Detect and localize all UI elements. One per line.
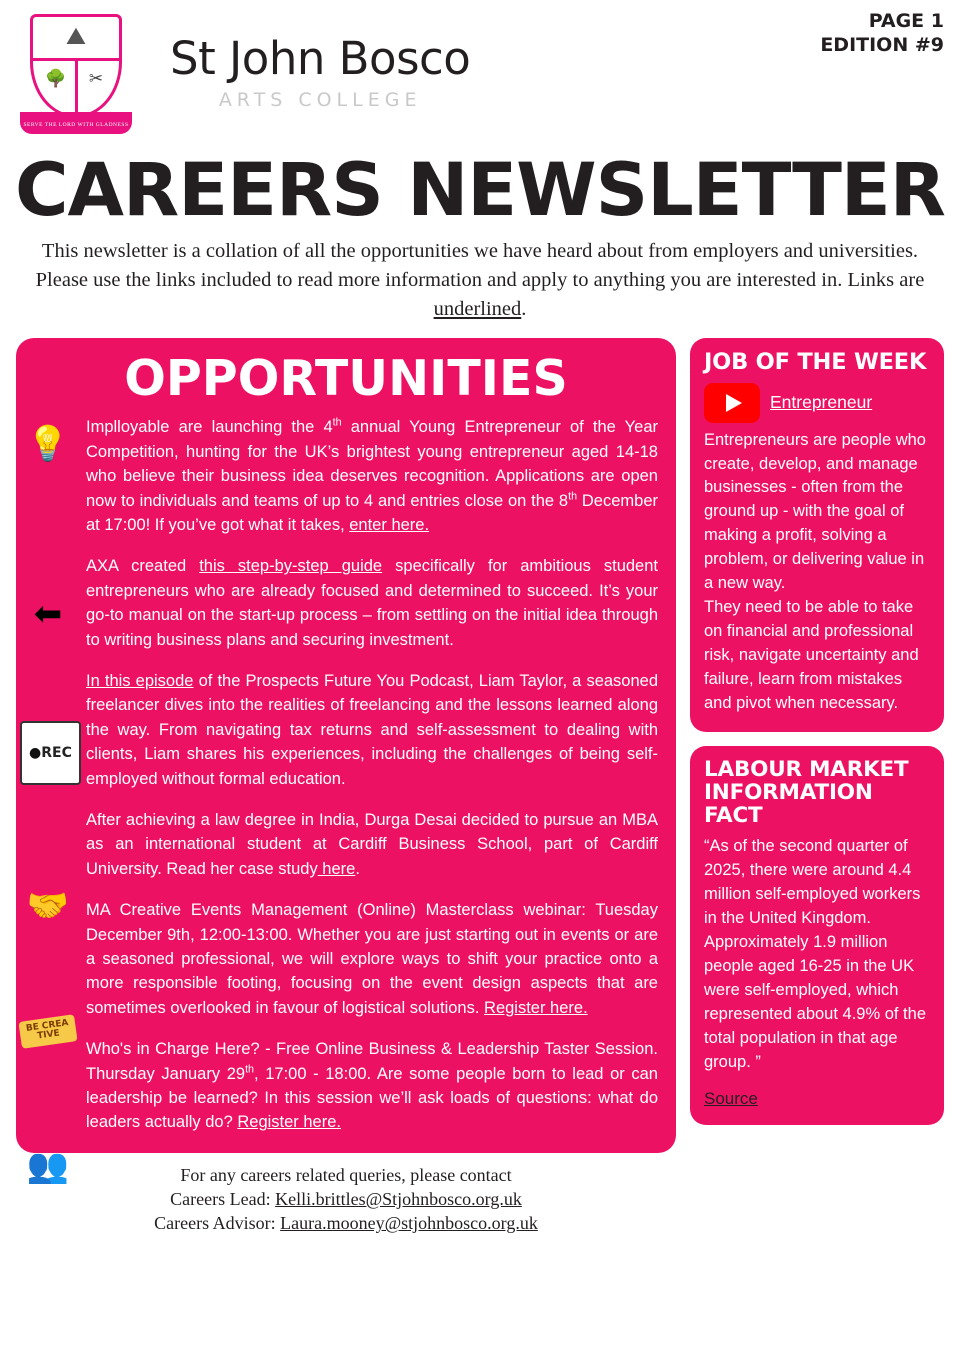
lmi-heading-line1: LABOUR MARKET — [704, 756, 909, 782]
job-description-1: Entrepreneurs are people who create, develop, and manage businesses - often from the ground up - with the goal of making a profit, solving a problem, or delivering value in a new way. — [704, 430, 926, 593]
school-name-block — [170, 8, 470, 111]
art-supplies-icon — [20, 998, 76, 1054]
rec-label: REC — [41, 745, 72, 762]
labour-market-info-card — [690, 746, 944, 1125]
job-link-row — [704, 383, 930, 423]
people-icon: 👥 — [26, 1147, 70, 1186]
opportunity-text: Who's in Charge Here? - Free Online Business & Leadership Taster Session. Thursday January 29 — [86, 1040, 658, 1083]
school-name: St John Bosco — [170, 32, 471, 85]
careers-lead-label: Careers Lead: — [170, 1189, 276, 1210]
enter-here-link[interactable]: enter here. — [349, 515, 430, 534]
crest-motto: SERVE THE LORD WITH GLADNESS — [20, 112, 132, 134]
opportunities-body — [30, 415, 662, 1135]
opportunities-heading: OPPORTUNITIES — [124, 350, 568, 408]
opportunity-text: annual Young Entrepreneur of the Year Competition, hunting for the UK’s brightest young entrepreneur aged 14-18 who believe their business idea deserves recognition. Applications are open now to individuals and teams of up to 4 and entries close on the 8 — [86, 418, 658, 510]
right-column — [690, 338, 944, 1138]
entrepreneur-link[interactable]: Entrepreneur — [770, 392, 873, 413]
opportunity-text: December at 17:00! If you’ve got what it takes, — [86, 491, 658, 534]
intro-paragraph — [0, 237, 960, 324]
intro-text: This newsletter is a collation of all the opportunities we have heard about from employers and universities. Please use the links included to read more information and apply to anything you are interested in. Links are — [35, 240, 925, 292]
opportunity-text: MA Creative Events Management (Online) Masterclass webinar: Tuesday December 9th, 12:00-13:00. Whether you are just starting out in events or are a seasoned professional, we will explore ways to shift your practice onto a more responsible footing, focusing on the event design aspects that are sometimes overlooked in favour of logistical solutions. — [86, 901, 658, 1017]
opportunity-item — [86, 1037, 658, 1135]
ordinal-suffix: th — [332, 416, 342, 429]
opportunity-text: AXA created — [86, 557, 200, 576]
opportunity-item — [86, 669, 658, 791]
opportunity-item — [86, 898, 658, 1020]
case-study-link[interactable]: here — [317, 859, 356, 878]
ordinal-suffix: th — [245, 1063, 255, 1076]
podcast-episode-link[interactable]: In this episode — [86, 671, 194, 690]
school-crest-icon: ⛰ 🌳 ✂ SERVE THE LORD WITH GLADNESS — [16, 8, 136, 136]
opportunity-text: of the Prospects Future You Podcast, Liam Taylor, a seasoned freelancer dives into the realities of freelancing and the lessons learned along the way. From navigating tax returns and self-assessment to dealing with clients, Liam shares his experiences, including the challenges of being self-employed without formal education. — [86, 671, 658, 788]
page-title: CAREERS NEWSLETTER — [14, 148, 945, 233]
register-here-taster-link[interactable]: Register here. — [237, 1113, 341, 1132]
opportunity-text: , 17:00 - 18:00. Are some people born to lead or can leadership be learned? In this session we’ll ask loads of questions: what do leaders actually do? — [86, 1064, 658, 1132]
contact-line — [16, 1211, 676, 1235]
job-description-2: They need to be able to take on financial and professional risk, navigate uncertainty and failure, learn from mistakes and pivot when necessary. — [704, 598, 919, 712]
opportunity-text: After achieving a law degree in India, Durga Desai decided to pursue an MBA as an international student at Cardiff Business School, part of Cardiff University. Read her case study — [86, 811, 658, 878]
job-of-the-week-card — [690, 338, 944, 731]
contact-line — [16, 1187, 676, 1211]
careers-lead-email-link[interactable]: Kelli.brittles@Stjohnbosco.org.uk — [275, 1189, 522, 1210]
intro-underlined-word: underlined — [433, 298, 522, 321]
rec-icon: ●REC — [20, 718, 76, 774]
school-subtitle: ARTS COLLEGE — [218, 89, 422, 111]
lmi-text: “As of the second quarter of 2025, there were around 4.4 million self-employed workers in the United Kingdom. Approximately 1.9 million people aged 16-25 in the UK were self-employed, which represented about 4.9% of the total population in that age group. ” — [704, 837, 926, 1071]
page-meta — [820, 10, 944, 58]
source-link[interactable]: Source — [704, 1088, 758, 1108]
opportunity-item — [86, 554, 658, 652]
left-column — [16, 338, 676, 1235]
lmi-heading — [704, 758, 930, 828]
careers-advisor-email-link[interactable]: Laura.mooney@stjohnbosco.org.uk — [280, 1213, 538, 1234]
contact-line: For any careers related queries, please contact — [180, 1164, 512, 1185]
page-number: PAGE 1 — [868, 10, 944, 32]
register-here-webinar-link[interactable]: Register here. — [484, 998, 588, 1017]
axa-guide-link[interactable]: this step-by-step guide — [199, 557, 383, 576]
opportunity-item — [86, 808, 658, 881]
intro-end: . — [521, 298, 527, 321]
youtube-play-icon[interactable] — [704, 383, 760, 423]
contact-block — [16, 1153, 676, 1236]
opportunity-text: . — [355, 859, 360, 878]
page-header — [0, 0, 960, 140]
careers-advisor-label: Careers Advisor: — [154, 1213, 281, 1234]
content-columns — [0, 338, 960, 1235]
handshake-icon: 🤝 — [26, 887, 70, 926]
opportunity-text: Implloyable are launching the 4 — [86, 418, 333, 437]
signpost-icon: ⬅ — [33, 595, 63, 634]
opportunity-text: specifically for ambitious student entrepreneurs who are already focused and determined to succeed. It’s your go-to manual on the start-up process – from settling on the initial idea through to writing business plans and securing investment. — [86, 557, 658, 649]
opportunity-item — [86, 415, 658, 537]
be-creative-label: BE CREA TIVE — [18, 1014, 77, 1048]
lightbulb-icon: 💡 — [26, 425, 70, 464]
ordinal-suffix: th — [568, 490, 578, 503]
lmi-heading-line2: INFORMATION FACT — [704, 779, 873, 829]
job-of-the-week-heading: JOB OF THE WEEK — [704, 349, 927, 376]
edition-number: EDITION #9 — [820, 33, 944, 56]
